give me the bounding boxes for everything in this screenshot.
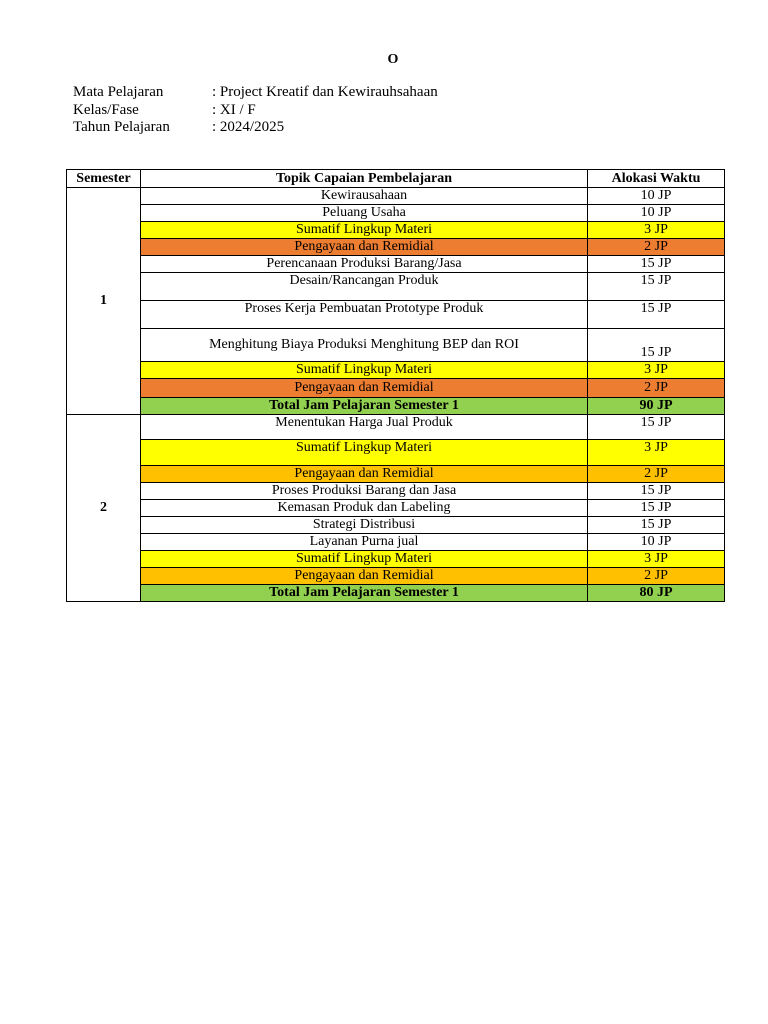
table-row xyxy=(67,205,725,222)
meta-value: : 2024/2025 xyxy=(212,119,285,135)
topic-cell: Pengayaan dan Remidial xyxy=(141,466,588,483)
total-label: Total Jam Pelajaran Semester 1 xyxy=(141,585,588,602)
time-cell: 15 JP xyxy=(588,256,725,273)
table-row xyxy=(67,362,725,379)
time-cell: 15 JP xyxy=(588,483,725,500)
document-meta xyxy=(73,84,438,137)
time-cell: 2 JP xyxy=(588,568,725,585)
time-cell: 15 JP xyxy=(588,273,725,301)
document-title: O xyxy=(387,52,399,67)
total-row xyxy=(67,398,725,415)
topic-cell: Strategi Distribusi xyxy=(141,517,588,534)
table-row xyxy=(67,568,725,585)
time-cell: 2 JP xyxy=(588,239,725,256)
time-cell: 15 JP xyxy=(588,329,725,362)
topic-cell: Peluang Usaha xyxy=(141,205,588,222)
table-row xyxy=(67,534,725,551)
table-row xyxy=(67,415,725,440)
meta-row-year xyxy=(73,119,438,137)
topic-cell: Desain/Rancangan Produk xyxy=(141,273,588,301)
topic-cell: Pengayaan dan Remidial xyxy=(141,379,588,398)
topic-cell: Kewirausahaan xyxy=(141,188,588,205)
total-row xyxy=(67,585,725,602)
table-row xyxy=(67,301,725,329)
table-row xyxy=(67,239,725,256)
table-row xyxy=(67,500,725,517)
time-cell: 3 JP xyxy=(588,362,725,379)
table-row xyxy=(67,551,725,568)
meta-value: : Project Kreatif dan Kewirauhsahaan xyxy=(212,84,438,100)
table-row xyxy=(67,440,725,466)
meta-row-subject xyxy=(73,84,438,102)
table-row xyxy=(67,329,725,362)
semester-number: 2 xyxy=(67,415,141,602)
topic-cell: Sumatif Lingkup Materi xyxy=(141,440,588,466)
time-allocation-table xyxy=(66,169,725,602)
time-cell: 2 JP xyxy=(588,379,725,398)
table-row xyxy=(67,222,725,239)
topic-cell: Menghitung Biaya Produksi Menghitung BEP dan ROI xyxy=(141,329,588,362)
meta-row-class xyxy=(73,102,438,120)
time-cell: 15 JP xyxy=(588,500,725,517)
meta-label: Tahun Pelajaran xyxy=(73,119,170,135)
header-time: Alokasi Waktu xyxy=(588,170,725,188)
semester-number: 1 xyxy=(67,188,141,415)
meta-label: Mata Pelajaran xyxy=(73,84,164,100)
time-cell: 15 JP xyxy=(588,517,725,534)
topic-cell: Proses Kerja Pembuatan Prototype Produk xyxy=(141,301,588,329)
table-row xyxy=(67,188,725,205)
time-cell: 3 JP xyxy=(588,440,725,466)
table-row xyxy=(67,466,725,483)
time-cell: 2 JP xyxy=(588,466,725,483)
topic-cell: Kemasan Produk dan Labeling xyxy=(141,500,588,517)
topic-cell: Perencanaan Produksi Barang/Jasa xyxy=(141,256,588,273)
time-cell: 10 JP xyxy=(588,534,725,551)
table-row xyxy=(67,256,725,273)
total-value: 80 JP xyxy=(588,585,725,602)
topic-cell: Pengayaan dan Remidial xyxy=(141,568,588,585)
table-row xyxy=(67,483,725,500)
total-value: 90 JP xyxy=(588,398,725,415)
meta-label: Kelas/Fase xyxy=(73,101,139,118)
topic-cell: Pengayaan dan Remidial xyxy=(141,239,588,256)
time-cell: 3 JP xyxy=(588,222,725,239)
table-row xyxy=(67,517,725,534)
time-cell: 10 JP xyxy=(588,205,725,222)
topic-cell: Sumatif Lingkup Materi xyxy=(141,551,588,568)
table-row xyxy=(67,379,725,398)
topic-cell: Proses Produksi Barang dan Jasa xyxy=(141,483,588,500)
meta-value: : XI / F xyxy=(212,101,256,118)
time-cell: 15 JP xyxy=(588,415,725,440)
total-label: Total Jam Pelajaran Semester 1 xyxy=(141,398,588,415)
topic-cell: Sumatif Lingkup Materi xyxy=(141,362,588,379)
topic-cell: Layanan Purna jual xyxy=(141,534,588,551)
time-cell: 10 JP xyxy=(588,188,725,205)
header-topic: Topik Capaian Pembelajaran xyxy=(141,170,588,188)
time-cell: 3 JP xyxy=(588,551,725,568)
header-semester: Semester xyxy=(67,170,141,188)
time-cell: 15 JP xyxy=(588,301,725,329)
table-header-row xyxy=(67,170,725,188)
topic-cell: Sumatif Lingkup Materi xyxy=(141,222,588,239)
table-row xyxy=(67,273,725,301)
topic-cell: Menentukan Harga Jual Produk xyxy=(141,415,588,440)
